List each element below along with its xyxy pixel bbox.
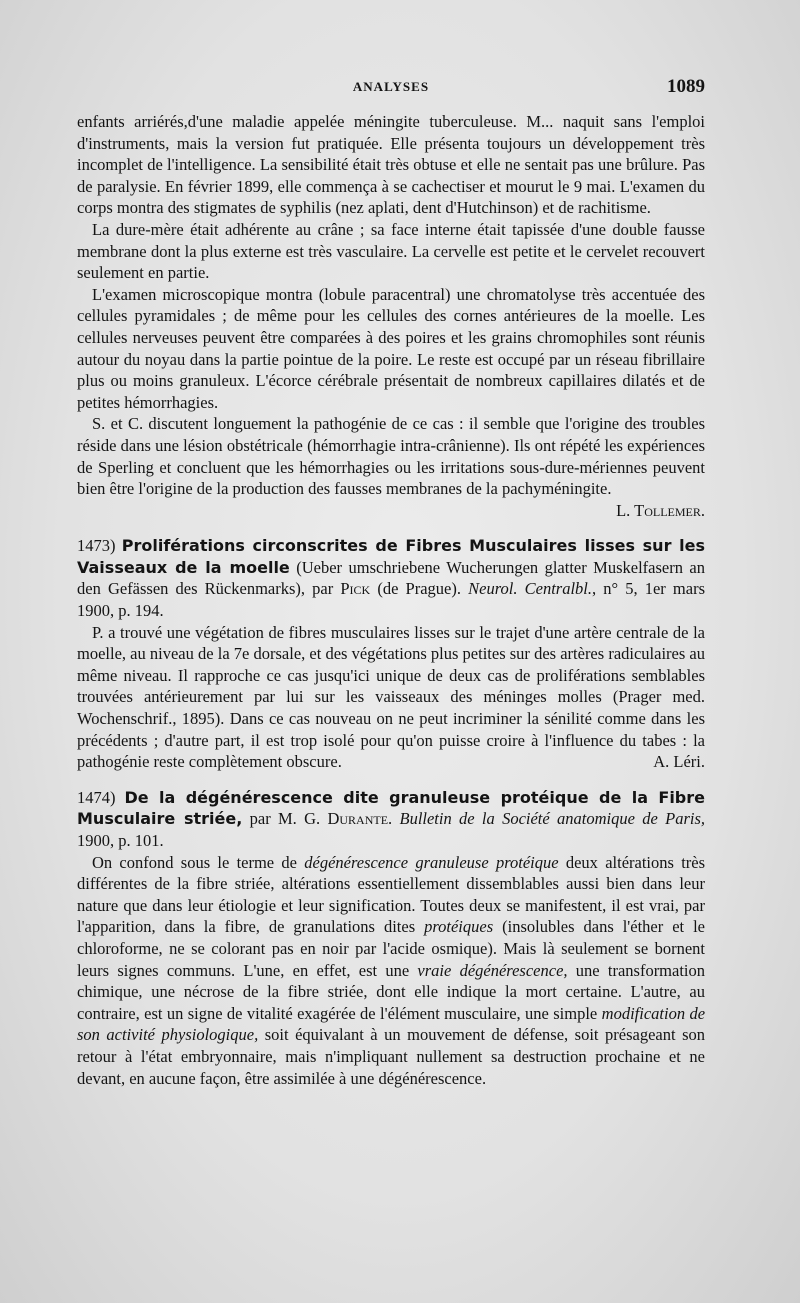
entry-text: On confond sous le terme de <box>92 852 297 872</box>
entry-citation: , n° 5, 1er mars 1900, p. 194. <box>77 579 706 621</box>
entry-citation: 1900, p. 101. <box>77 831 164 850</box>
page-header <box>77 76 705 100</box>
entry-1474 <box>77 787 705 1089</box>
paragraph-with-signature <box>77 413 705 521</box>
entry-journal: Bulletin de la Société anatomique de Paris, <box>399 809 705 829</box>
entry-heading <box>77 535 705 621</box>
entry-text: soit équivalant à un mouvement de défense, soit présageant son retour à l'état embryonnaire, mais n'impliquant nullement sa destruction prochaine et ne devant, en aucune façon, être assimilée à une dégénérescence. <box>77 1025 705 1088</box>
entry-1473 <box>77 535 705 773</box>
entry-original-title: (Ueber umschriebene Wucherungen glatter Muskelfasern an den Gefässen des Rückenmarks), par <box>77 557 706 599</box>
entry-title: De la dégénérescence dite granuleuse protéique de la Fibre Musculaire striée, <box>77 787 706 829</box>
entry-text: (insolubles dans l'éther et le chloroforme, ne se colorant pas en noir par l'acide osmique). Mais là seulement se bornent leurs signes communs. L'une, en effet, est une <box>77 917 705 980</box>
entry-text: deux altérations très différentes de la fibre striée, altérations essentiellement dissemblables aussi bien dans leur nature que dans leur étiologie et leur signification. Toutes deux se manifestent, il est vrai, par l'apparition, dans la fibre, de granulations dites <box>77 852 706 937</box>
entry-author: Durante. <box>327 809 393 829</box>
entry-body <box>77 622 705 773</box>
paragraph-text: S. et C. discutent longuement la pathogénie de ce cas : il semble que l'origine des troubles réside dans une lésion obstétricale (hémorrhagie intra-crânienne). Ils ont répété les expériences de Sperling et concluent que les hémorrhagies ou les irritations sous-dure-mériennes peuvent bien être l'origine de la production des fausses membranes de la pachyméningite. <box>77 414 705 499</box>
italic-term: protéiques <box>424 917 494 937</box>
page-number: 1089 <box>667 76 705 97</box>
author-signature: L. Tollemer. <box>616 500 705 520</box>
italic-term: vraie dégénérescence, <box>417 960 568 980</box>
author-signature: A. Léri. <box>653 752 705 772</box>
entry-heading <box>77 787 705 852</box>
entry-journal: Neurol. Centralbl. <box>468 579 592 599</box>
entry-author: Pick <box>340 579 371 599</box>
article-body <box>77 111 705 1089</box>
entry-number: 1474) <box>77 787 116 807</box>
italic-term: modification de son activité physiologique, <box>77 1003 706 1045</box>
paragraph: L'examen microscopique montra (lobule paracentral) une chromatolyse très accentuée des cellules pyramidales ; de même pour les cellules des cornes antérieures de la moelle. Les cellules nerveuses peuvent être comparées à des poires et les grains chromophiles sont réunis autour du noyau dans la partie pointue de la poire. Le reste est occupé par un réseau fibrillaire plus ou moins granuleux. L'écorce cérébrale présentait de nombreux capillaires dilatés et de petites hémorrhagies. <box>77 284 705 412</box>
entry-byline: par M. G. <box>249 809 321 829</box>
entry-location: (de Prague). <box>377 579 461 599</box>
paragraph: La dure-mère était adhérente au crâne ; sa face interne était tapissée d'une double fausse membrane dont la plus externe est très vasculaire. La cervelle est petite et le cervelet recouvert seulement en partie. <box>77 219 705 283</box>
entry-body <box>77 852 705 1090</box>
entry-text: P. a trouvé une végétation de fibres musculaires lisses sur le trajet d'une artère centrale de la moelle, au niveau de la 7e dorsale, et des végétations plus petites sur des artères radiculaires au même niveau. Il rapproche ce cas jusqu'ici unique de deux cas de proliférations semblables trouvées antérieurement par lui sur les vaisseaux des méninges molles (Prager med. Wochenschrif., 1895). Dans ce cas nouveau on ne peut incriminer la sénilité comme dans les précédents ; d'autre part, il est trop isolé pour qu'on puisse croire à l'influence du tabes : la pathogénie reste complètement obscure. <box>77 622 705 772</box>
running-head: ANALYSES <box>352 79 430 94</box>
entry-number: 1473) <box>77 536 116 556</box>
paragraph-continued: enfants arriérés,d'une maladie appelée méningite tuberculeuse. M... naquit sans l'emploi d'instruments, mais la version fut pratiquée. Elle présenta toujours un développement très incomplet de l'intelligence. La sensibilité était très obtuse et elle ne sentait pas une brûlure. Pas de paralysie. En février 1899, elle commença à se cachectiser et mourut le 9 mai. L'examen du corps montra des stigmates de syphilis (nez aplati, dent d'Hutchinson) et de rachitisme. <box>77 112 705 218</box>
entry-title: Proliférations circonscrites de Fibres Musculaires lisses sur les Vaisseaux de la moelle <box>77 536 706 577</box>
entry-text: une transformation chimique, une nécrose de la fibre striée, dont elle indique la mort certaine. L'autre, au contraire, est un signe de vitalité exagérée de l'élément musculaire, une simple <box>77 960 706 1023</box>
italic-term: dégénérescence granuleuse protéique <box>304 852 559 872</box>
